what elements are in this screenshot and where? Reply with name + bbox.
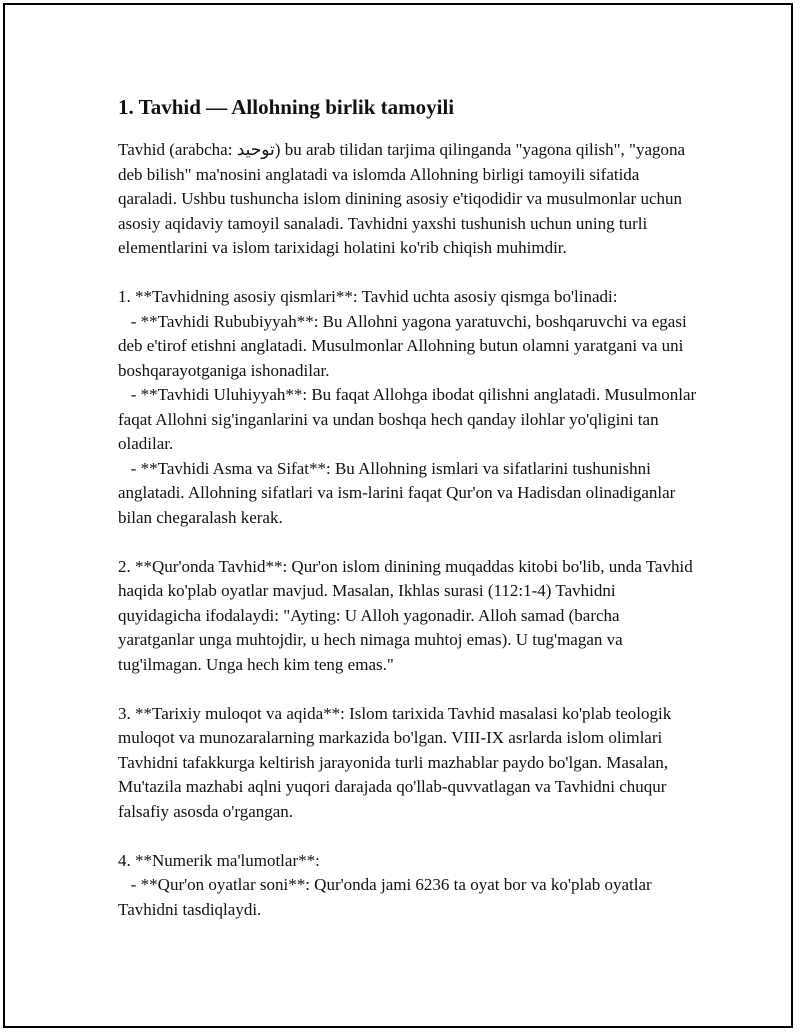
section-title: 1. Tavhid — Allohning birlik tamoyili (118, 95, 455, 119)
paragraph-gap (118, 677, 698, 702)
tavhid-parts-paragraph: 1. **Tavhidning asosiy qismlari**: Tavhid uchta asosiy qismga bo'linadi: - **Tavhidi Rububiyyah**: Bu Allohni yagona yaratuvchi, boshqaruvchi va egasi deb e'tirof etishni anglatadi. Musulmonlar Allohning butun olamni yaratgani va uni boshqarayotganiga ishonadilar. - **Tavhidi Uluhiyyah**: Bu faqat Allohga ibodat qilishni anglatadi. Musulmonlar faqat Allohni sig'inganlarini va undan boshqa hech qanday ilohlar yo'qligini tan oladilar. - **Tavhidi Asma va Sifat**: Bu Allohning ismlari va sifatlarini tushunishni anglatadi. Allohning sifatlari va ism-larini faqat Qur'on va Hadisdan olinadiganlar bilan chegaralash kerak. (118, 287, 697, 527)
quran-tavhid-paragraph: 2. **Qur'onda Tavhid**: Qur'on islom dinining muqaddas kitobi bo'lib, unda Tavhid haqida ko'plab oyatlar mavjud. Masalan, Ikhlas surasi (112:1-4) Tavhidni quyidagicha ifodalaydi: "Ayting: U Alloh yagonadir. Alloh samad (barcha yaratganlar unga muhtojdir, u hech nimaga muhtoj emas). U tug'magan va tug'ilmagan. Unga hech kim teng emas." (118, 556, 697, 674)
intro-paragraph: Tavhid (arabcha: توحيد) bu arab tilidan tarjima qilinganda "yagona qilish", "yagona deb bilish" ma'nosini anglatadi va islomda Allohning birligi tamoyili sifatida qaraladi. Ushbu tushuncha islom dinining asosiy e'tiqodidir va musulmonlar uchun asosiy aqidaviy tamoyil sanaladi. Tavhidni yaxshi tushunish uchun uning turli elementlarini va islom tarixidagi holatini ko'rib chiqish muhimdir. (118, 140, 690, 257)
numeric-data-paragraph: 4. **Numerik ma'lumotlar**: - **Qur'on oyatlar soni**: Qur'onda jami 6236 ta oyat bor va ko'plab oyatlar Tavhidni tasdiqlaydi. (118, 850, 652, 919)
document-body (118, 92, 698, 922)
paragraph-gap (118, 530, 698, 555)
history-paragraph: 3. **Tarixiy muloqot va aqida**: Islom tarixida Tavhid masalasi ko'plab teologik muloqot va munozaralarning markazida bo'lgan. VIII-IX asrlarda islom olimlari Tavhidni tafakkurga keltirish jarayonida turli mazhablar paydo bo'lgan. Masalan, Mu'tazila mazhabi aqlni yuqori darajada qo'llab-quvvatlagan va Tavhidni chuqur falsafiy asosda o'rgangan. (118, 703, 676, 821)
paragraph-gap (118, 824, 698, 849)
paragraph-gap (118, 261, 698, 286)
